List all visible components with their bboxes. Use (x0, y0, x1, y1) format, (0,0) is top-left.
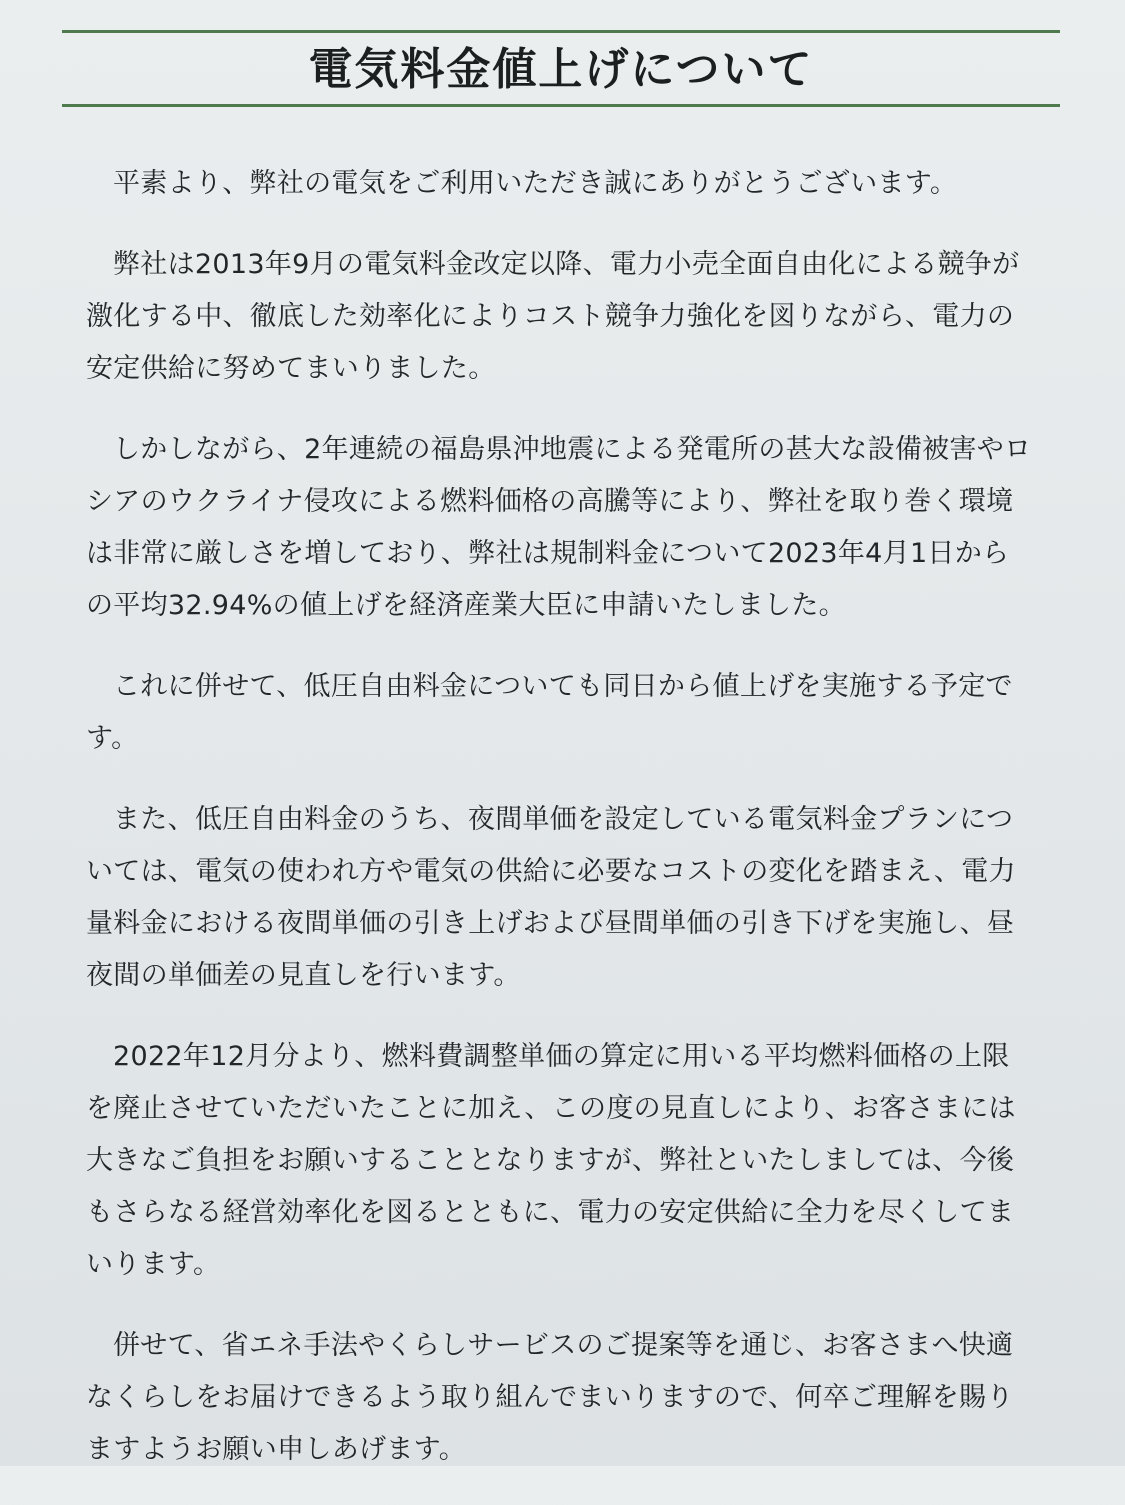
paragraph-greeting: 平素より、弊社の電気をご利用いただき誠にありがとうございます。 (113, 168, 958, 199)
page-title: 電気料金値上げについて (308, 44, 814, 95)
notice-body (86, 158, 1036, 1505)
paragraph-night-rate: また、低圧自由料金のうち、夜間単価を設定している電気料金プランについては、電気の使われ方や電気の供給に必要なコストの変化を踏まえ、電力量料金における夜間単価の引き上げおよび昼間単価の引き下げを実施し、昼夜間の単価差の見直しを行います。 (86, 804, 1016, 991)
paragraph-background: 弊社は2013年9月の電気料金改定以降、電力小売全面自由化による競争が激化する中、徹底した効率化によりコスト競争力強化を図りながら、電力の安定供給に努めてまいりました。 (86, 249, 1020, 384)
paragraph-price-increase: しかしながら、2年連続の福島県沖地震による発電所の甚大な設備被害やロシアのウクライナ侵攻による燃料価格の高騰等により、弊社を取り巻く環境は非常に厳しさを増しており、弊社は規制料金について2023年4月1日からの平均32.94%の値上げを経済産業大臣に申請いたしました。 (86, 434, 1032, 621)
title-bottom-rule (62, 104, 1060, 107)
paragraph-closing: 併せて、省エネ手法やくらしサービスのご提案等を通じ、お客さまへ快適なくらしをお届けできるよう取り組んでまいりますので、何卒ご理解を賜りますようお願い申しあげます。 (86, 1330, 1014, 1465)
paragraph-low-voltage: これに併せて、低圧自由料金についても同日から値上げを実施する予定です。 (86, 671, 1013, 754)
paragraph-fuel-adjustment: 2022年12月分より、燃料費調整単価の算定に用いる平均燃料価格の上限を廃止させていただいたことに加え、この度の見直しにより、お客さまには大きなご負担をお願いすることとなりますが、弊社といたしましては、今後もさらなる経営効率化を図るとともに、電力の安定供給に全力を尽くしてまいります。 (86, 1041, 1016, 1280)
title-top-rule (62, 30, 1060, 33)
